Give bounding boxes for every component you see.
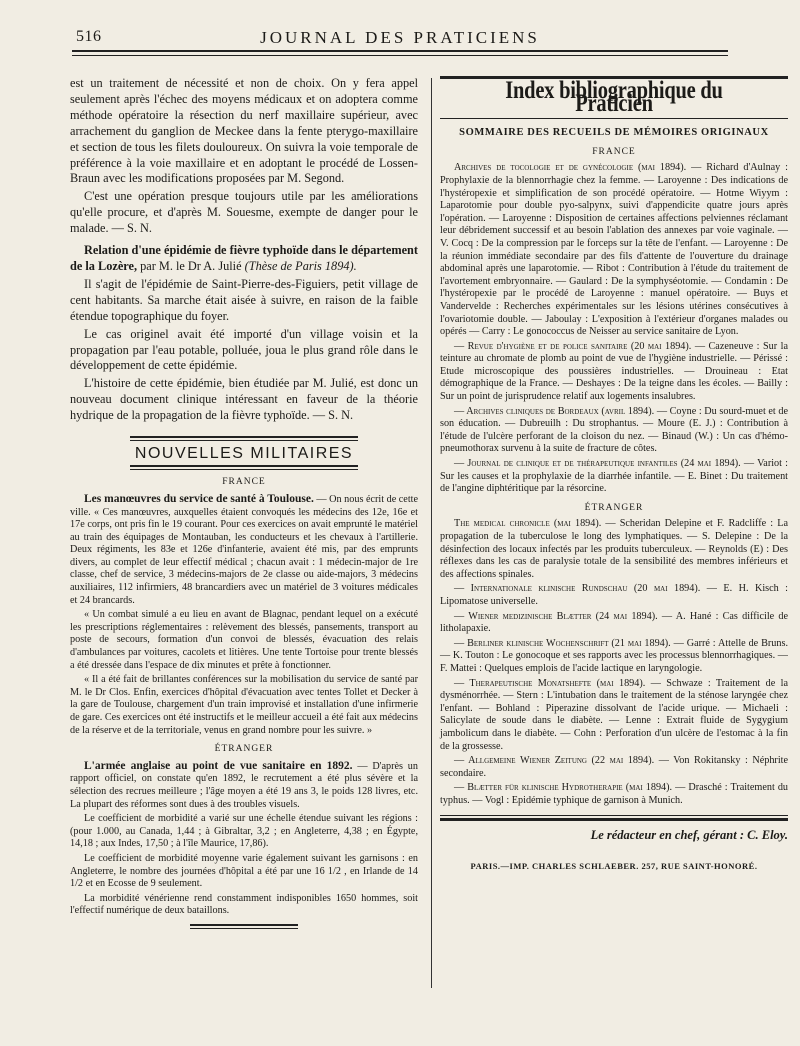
entry-text: — Drasché : Traitement du typhus. — Vogl : Epidémie typhique de garnison à Munich. xyxy=(440,782,789,806)
right-column xyxy=(440,76,788,873)
entry-text: — Richard d'Aulnay : Prophylaxie de la blennorrhagie chez la femme. — Laroyenne : Des indications de l'hystéropexie et simplification de son procédé opératoire. — Hotme Wiyym : Laparotomie pour double pyo-salpynx, suivi d'appendicite quatre jours après l'opération. — Laroyenne : Disposition de certaines affections pelviennes réclamant leur débridement successif et au besoin l'ablation des annexes par voie vaginale. — V. Cocq : De la compression par le forceps sur la tête de l'enfant. — Laroyenne : De la réunion immédiate secondaire par des fils d'attente de l'ouverture du drainage abdominal après une laparotomie. — Ribot : Contribution à l'étude du traitement de l'avortement embryonnaire. — Gaulard : De la symphyséotomie. — Condamin : De l'hystéropexie par le procédé de Laroyenne : manuel opératoire. — Buys et Vandervelde : Recherches expérimentales sur les lésions utérines consécutives à l'ovariotomie double. — Jaboulay : L'exposition à l'extérieur d'organes malades ou opérés — Carry : Le gonococcus de Neisser au service sanitaire de Lyon. xyxy=(440,162,789,338)
paragraph: « Un combat simulé a eu lieu en avant de Blagnac, pendant lequel on a exécuté les prescriptions réglementaires : relèvement des blessés, pansements, transport au poste de secours, formation d'un convoi de blessés, évacuation des relais d'ambulances par voitures, cacolets et litières. Une tente Tortoise pour trente blessés a été dressée dans l'espace de dix minutes et prête à fonctionner. xyxy=(70,609,418,671)
section-title: NOUVELLES MILITAIRES xyxy=(134,445,354,463)
page-number: 516 xyxy=(76,28,102,45)
entry-text: — Variot : Sur les causes et la prophylaxie de la diarrhée infantile. — E. Binet : Du traitement de l'angine diphtéritique par la résorcine. xyxy=(440,458,789,495)
bibliography-entry xyxy=(440,162,788,338)
index-title: Index bibliographique du Praticien xyxy=(505,77,723,117)
index-header xyxy=(440,76,788,119)
article-heading xyxy=(70,243,418,275)
entry-text: — Cazeneuve : Sur la teinture au chromate de plomb au point de vue de l'hygiène industrielle. — Périssé : Etude microscopique des poussières industrielles. — Drouineau : Etat démographique de la France. — Deshayes : De la teigne dans les écoles. — Bailly : Sur un point de jurisprudence relatif aux logements insalubres. xyxy=(440,340,788,403)
column-divider xyxy=(431,78,432,988)
entry-text: — Von Rokitansky : Néphrite secondaire. xyxy=(440,755,789,779)
paragraph: Le coefficient de morbidité moyenne varie également suivant les garnisons : en Angleterre, le nombre des journées d'hôpital a été par une 16 1/2 , en Irlande de 14 1/2 et en Ecosse de 9 seulement. xyxy=(70,852,418,890)
editor-signature xyxy=(440,829,788,842)
paragraph: Le cas originel avait été importé d'un village voisin et la propagation par l'eau potable, polluée, joua le plus grand rôle dans le développement de cette épidémie. xyxy=(70,326,418,373)
journal-name: — Journal de clinique et de thérapeutique infantiles (24 mai 1894). xyxy=(454,458,741,470)
journal-name: The medical chronicle (mai 1894). xyxy=(454,518,602,530)
bibliography-entry xyxy=(440,341,788,404)
subsection-label-etranger: ÉTRANGER xyxy=(214,744,274,755)
news-item xyxy=(70,493,418,607)
journal-name: — Blætter für klinische Hydrotherapie (mai 1894). xyxy=(454,782,673,794)
left-column xyxy=(70,76,418,929)
journal-name: — Internationale klinische Rundschau (20 mai 1894). xyxy=(454,583,701,595)
journal-name: — Archives cliniques de Bordeaux (avril 1894). xyxy=(454,405,655,417)
printer-imprint: PARIS.—IMP. CHARLES SCHLAEBER. 257, RUE SAINT-HONORÉ. xyxy=(470,861,758,872)
news-title: Les manœuvres du service de santé à Toulouse. xyxy=(84,492,314,505)
entry-text: — E. H. Kisch : Lipomatose universelle. xyxy=(440,583,788,607)
news-text: — On nous écrit de cette ville. « Ces manœuvres, auxquelles étaient convoqués les médecins des 12e, 16e et 17e corps, ont pris fin le 19 courant. Pour ces exercices on avait emprunté le matériel au train des équipages de Montauban, les conducteurs et les chevaux à l'artillerie. Deux régiments, les 83e et 126e d'infanterie, avaient été mis, par des emprunts divers, au complet de leur effectif médical ; chacun avait : 1 médecin-major de 1re classe, chef de service, 3 médecins-majors de 2e classe ou aide-majors, 3 médecins auxiliaires, 112 infirmiers, 48 brancardiers avec un matériel de 3 voitures médicales et 24 brancards. xyxy=(70,493,419,606)
journal-name: — Wiener medizinische Blætter (24 mai 1894). xyxy=(454,610,658,622)
section-rule xyxy=(130,465,358,470)
news-title: L'armée anglaise au point de vue sanitaire en 1892. xyxy=(84,759,353,772)
bibliography-entry xyxy=(440,406,788,456)
entry-text: — Scheridan Delepine et F. Radcliffe : La propagation de la tuberculose le long des lymphatiques. — S. Delepine : De la désinfection des locaux infectés par les produits tuberculeux. — Reynolds (E) : Des réflexes dans les cas de paralysie totale de la sensibilité des membres inférieurs et des affections spinales. xyxy=(440,518,788,580)
article-author: par M. le Dr A. Julié xyxy=(140,258,242,273)
bibliography-entry xyxy=(440,678,788,754)
section-nouvelles-militaires xyxy=(70,436,418,470)
paragraph: La morbidité vénérienne rend constamment indisponibles 1650 hommes, soit l'effectif numérique de deux bataillons. xyxy=(70,892,418,917)
footer-rule xyxy=(440,815,788,816)
article-source: (Thèse de Paris 1894). xyxy=(244,258,357,273)
entry-text: — A. Hané : Cas difficile de litholapaxie. xyxy=(440,610,789,635)
header-rule xyxy=(72,50,728,56)
footer-rule xyxy=(440,818,788,821)
sommaire-title: SOMMAIRE DES RECUEILS DE MÉMOIRES ORIGINAUX xyxy=(459,127,769,139)
paragraph: Le coefficient de morbidité a varié sur une échelle étendue suivant les régions : (pour 1.000, au Canada, 1,44 ; à Gibraltar, 3,2 ; en Angleterre, 4,38 ; en Égypte, 14,18 ; aux Indes, 17,50 ; à l'île Maurice, 17,86). xyxy=(70,813,418,850)
subsection-label-france: FRANCE xyxy=(592,146,636,157)
bibliography-entry xyxy=(440,458,788,496)
bibliography-entry xyxy=(440,755,788,780)
entry-text: — Garré : Attelle de Bruns. — K. Touton : Le gonocoque et ses rapports avec les processus blennorrhagiques. — F. Mattei : Quelques emplois de l'acide lactique en laryngologie. xyxy=(440,637,788,674)
news-item xyxy=(70,760,418,811)
bibliography-entry xyxy=(440,518,788,581)
editor-name: C. Eloy. xyxy=(747,828,788,843)
article-title: Relation d'une épidémie de fièvre typhoïde dans le département de la Lozère, xyxy=(70,243,418,273)
news-text: — D'après un rapport officiel, on constate qu'en 1892, le recrutement a été plus sévère et la sélection des recrues meilleure ; l'âge moyen a été 19 ans 3, le poids 128 livres, etc. La plupart des réformes sont dues à des troubles visuels. xyxy=(70,760,418,810)
bibliography-entry xyxy=(440,611,788,636)
entry-text: — Schwaze : Traitement de la dysménorrhée. — Stern : L'intubation dans le traitement de la sténose laryngée chez l'enfant. — Bohland : Piperazine dissolvant de l'acide urique. — Michaeli : Salicylate de soude dans le diabète. — Lenne : Extrait fluide de Sygygium jambolicum dans le diabète. — Cohn : Perforation d'un ulcère de l'estomac à la fin de la grossesse. xyxy=(440,677,789,752)
section-rule xyxy=(130,436,358,441)
paragraph: C'est une opération presque toujours utile par les améliorations qu'elle procure, et d'après M. Souesme, exempte de danger pour le malade. — S. N. xyxy=(70,189,418,236)
bibliography-entry xyxy=(440,583,788,608)
entry-text: — Coyne : Du sourd-muet et de son éducation. — Dubreuilh : Du strophantus. — Moure (E. J.) : Contribution à l'étude de l'ulcère perforant de la cloison du nez. — Binaud (W.) : Un cas d'hémo-pneumothorax survenu à la suite de fracture de côtes. xyxy=(440,405,789,455)
subsection-label-etranger: ÉTRANGER xyxy=(584,502,644,513)
end-rule xyxy=(190,924,298,929)
bibliography-entry xyxy=(440,782,788,807)
military-news xyxy=(70,476,418,929)
journal-name: — Revue d'hygiène et de police sanitaire (20 mai 1894). xyxy=(454,340,692,352)
subsection-label-france: FRANCE xyxy=(222,477,266,488)
left-large-text-block xyxy=(70,76,418,424)
journal-name: — Berliner klinische Wochenschrift (21 mai 1894). xyxy=(454,637,671,649)
paragraph: « Il a été fait de brillantes conférences sur la mobilisation du service de santé par M. le Dr Clos. Enfin, exercices d'hôpital d'évacuation avec tentes Tollet et Decker à la gare de Toulouse, chargement d'un train improvisé et installation d'une infirmerie de gare. Ces exercices ont été instructifs et le meilleur accueil a été fait aux médecins de la réserve et de la territoriale, venus en grand nombre pour les suivre. » xyxy=(70,674,418,736)
paragraph: L'histoire de cette épidémie, bien étudiée par M. Julié, est donc un nouveau document clinique intéressant en faveur de la théorie hydrique de la propagation de la fièvre typhoïde. — S. N. xyxy=(70,376,418,423)
journal-name: Archives de tocologie et de gynécologie (mai 1894). xyxy=(454,162,687,174)
journal-name: — Therapeutische Monatshefte (mai 1894). xyxy=(454,677,646,689)
paragraph: Il s'agit de l'épidémie de Saint-Pierre-des-Figuiers, petit village de cent habitants. Sa marche était aisée à suivre, en raison de la faible étendue topographique du foyer. xyxy=(70,276,418,323)
editor-label: Le rédacteur en chef, gérant : xyxy=(590,828,745,843)
paragraph: est un traitement de nécessité et non de choix. On y fera appel seulement après l'échec des moyens médicaux et on adoptera comme méthode opératoire la résection du nerf maxillaire supérieur, avec arrachement du ganglion de Meckee dans la fente pterygo-maxillaire et section de tous les filets douloureux. On suivra la voie temporale de préférence à la voie maxillaire et en adoptant le procédé de Lossen-Braun avec les modifications proposées par M. Segond. xyxy=(70,76,418,186)
bibliography-entry xyxy=(440,638,788,676)
journal-name: — Allgemeine Wiener Zeitung (22 mai 1894). xyxy=(454,755,655,767)
journal-title: JOURNAL DES PRATICIENS xyxy=(260,28,540,47)
